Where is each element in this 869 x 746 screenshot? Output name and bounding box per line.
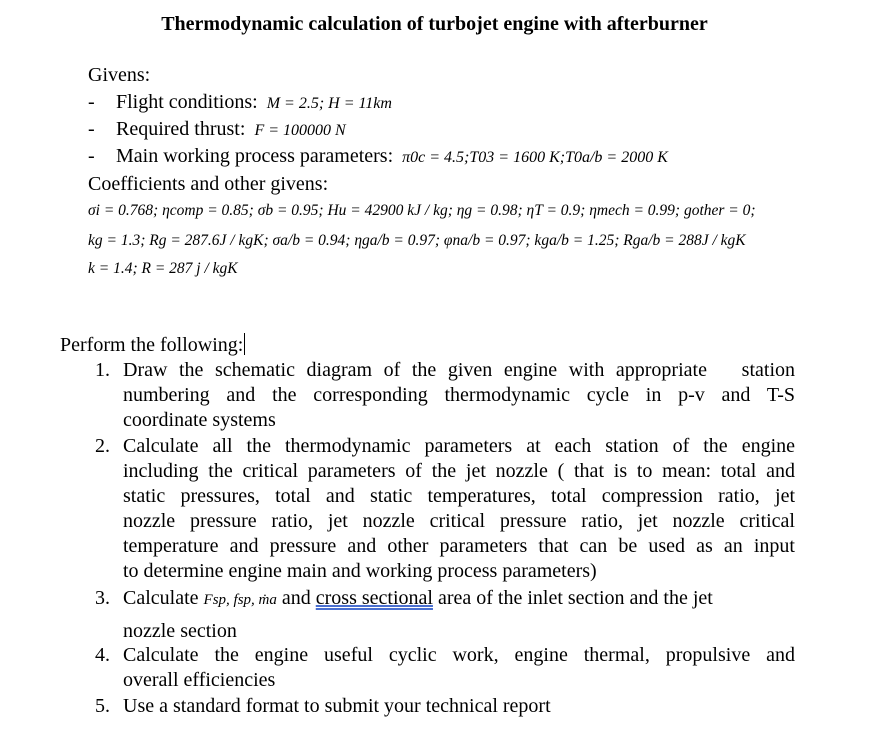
given-label: Main working process parameters: <box>116 145 394 167</box>
task-line: Calculate all the thermodynamic parameters at each station of the engine <box>123 435 795 457</box>
task-line: temperature and pressure and other parameters that can be used as an input <box>123 535 795 557</box>
task-line: including the critical parameters of the jet nozzle ( that is to mean: total and <box>123 460 795 482</box>
task-line: Calculate <box>123 587 199 609</box>
task-item <box>95 586 795 644</box>
document-title: Thermodynamic calculation of turbojet engine with afterburner <box>161 13 708 35</box>
task-math: Fsp, fsp, ṁa <box>203 592 277 608</box>
task-line: area of the inlet section and the jet <box>437 587 713 609</box>
given-label: Flight conditions: <box>116 91 258 113</box>
task-item <box>95 434 795 584</box>
given-item-main-parameters <box>88 145 668 168</box>
givens-label: Givens: <box>88 64 151 86</box>
task-line: Use a standard format to submit your technical report <box>123 695 551 717</box>
bullet-dash: - <box>88 91 95 113</box>
task-item <box>95 694 795 719</box>
coefficient-line-3: k = 1.4; R = 287 j / kgK <box>88 260 238 277</box>
task-item <box>95 358 795 433</box>
task-line: and <box>281 587 311 609</box>
given-math: M = 2.5; H = 11km <box>266 95 392 112</box>
task-line: static pressures, total and static temperatures, total compression ratio, jet <box>123 485 795 507</box>
task-item <box>95 643 795 693</box>
task-number: 4. <box>95 644 110 666</box>
given-math: F = 100000 N <box>254 122 346 139</box>
task-line: numbering and the corresponding thermodynamic cycle in p-v and T-S <box>123 384 795 406</box>
perform-label: Perform the following: <box>60 334 244 356</box>
task-line: overall efficiencies <box>123 669 276 691</box>
given-label: Required thrust: <box>116 118 246 140</box>
task-line: coordinate systems <box>123 409 276 431</box>
text-cursor <box>244 333 245 355</box>
bullet-dash: - <box>88 118 95 140</box>
given-item-required-thrust <box>88 118 346 141</box>
task-number: 5. <box>95 695 110 717</box>
task-line: to determine engine main and working process parameters) <box>123 560 597 582</box>
spellcheck-underlined-text: cross sectional <box>315 587 433 609</box>
bullet-dash: - <box>88 145 95 167</box>
task-number: 3. <box>95 587 110 609</box>
coefficients-label: Coefficients and other givens: <box>88 173 329 195</box>
task-line: nozzle pressure ratio, jet nozzle critical pressure ratio, jet nozzle critical <box>123 510 795 532</box>
task-line: Draw the schematic diagram of the given engine with appropriate station <box>123 359 795 381</box>
task-line: nozzle section <box>123 620 237 642</box>
coefficient-line-1: σi = 0.768; ηcomp = 0.85; σb = 0.95; Hu = 42900 kJ / kg; ηg = 0.98; ηT = 0.9; ηmech = 0.99; gother = 0; <box>88 202 756 219</box>
given-math: π0c = 4.5;T03 = 1600 K;T0a/b = 2000 K <box>402 149 668 166</box>
coefficient-line-2: kg = 1.3; Rg = 287.6J / kgK; σa/b = 0.94; ηga/b = 0.97; φna/b = 0.97; kga/b = 1.25; Rga/b = 288J / kgK <box>88 232 746 249</box>
task-number: 1. <box>95 359 110 381</box>
task-number: 2. <box>95 435 110 457</box>
task-line: Calculate the engine useful cyclic work, engine thermal, propulsive and <box>123 644 795 666</box>
given-item-flight-conditions <box>88 91 392 114</box>
